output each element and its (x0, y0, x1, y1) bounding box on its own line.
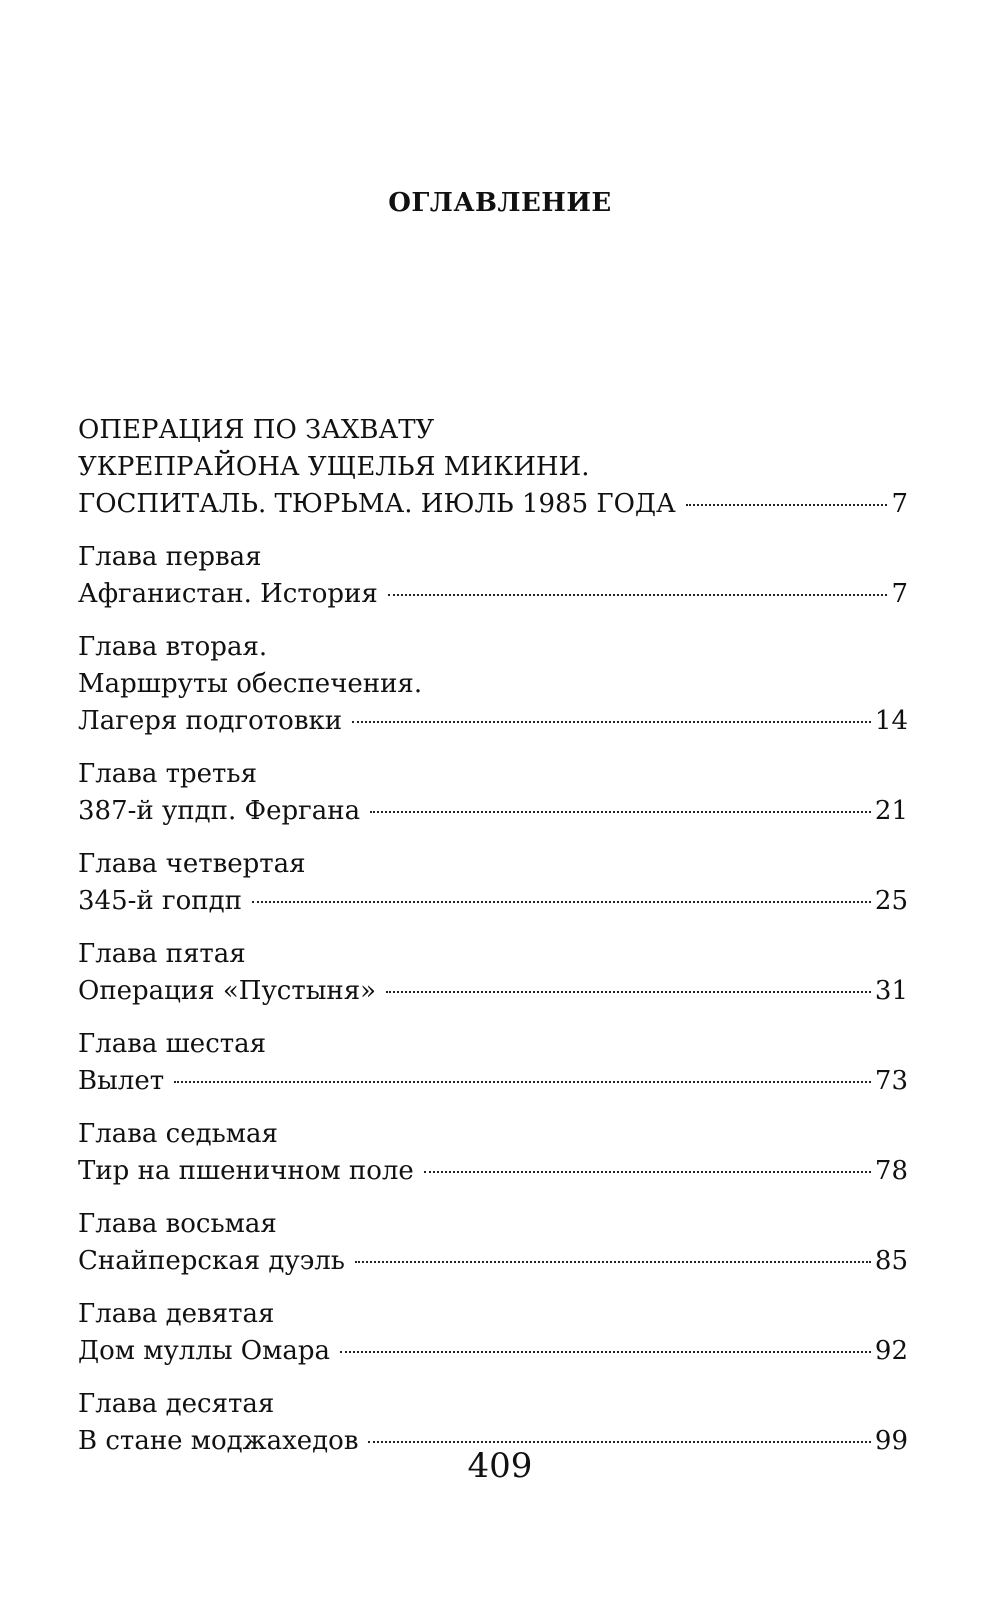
dot-leader (686, 504, 888, 506)
toc-entry-heading-line: Глава первая (78, 542, 262, 572)
toc-entry-page-number: 85 (874, 1246, 908, 1276)
toc-entry-title-row (78, 1243, 908, 1280)
toc-entry-title: Дом муллы Омара (78, 1336, 330, 1366)
toc-entry-heading-line: Глава седьмая (78, 1119, 278, 1149)
toc-entry-heading-line: Глава пятая (78, 939, 246, 969)
dot-leader (368, 1441, 870, 1443)
toc-entry-title: Афганистан. История (78, 579, 378, 609)
toc-entry-title-row (78, 883, 908, 920)
toc-entry-heading-line: Глава третья (78, 759, 257, 789)
toc-entry[interactable] (78, 412, 908, 523)
dot-leader (174, 1081, 871, 1083)
toc-entry-heading-line: Глава вторая. (78, 632, 268, 662)
toc-entry-title-row (78, 1153, 908, 1190)
table-of-contents (78, 412, 908, 1476)
toc-entry-page-number: 31 (874, 976, 908, 1006)
toc-entry-heading-line: Глава десятая (78, 1389, 275, 1419)
toc-entry-title: Операция «Пустыня» (78, 976, 377, 1006)
dot-leader (352, 721, 871, 723)
toc-entry-title-row (78, 486, 908, 523)
toc-entry[interactable] (78, 846, 908, 920)
dot-leader (424, 1171, 871, 1173)
toc-entry-title: Снайперская дуэль (78, 1246, 345, 1276)
page-title: ОГЛАВЛЕНИЕ (388, 188, 612, 218)
toc-entry-title-row (78, 1063, 908, 1100)
toc-entry-heading-line: ОПЕРАЦИЯ ПО ЗАХВАТУ (78, 415, 435, 445)
toc-entry-page-number: 73 (874, 1066, 908, 1096)
toc-entry-title: Лагеря подготовки (78, 706, 343, 736)
toc-entry-heading-line: Глава восьмая (78, 1209, 277, 1239)
toc-entry-title: Тир на пшеничном поле (78, 1156, 414, 1186)
toc-entry[interactable] (78, 539, 908, 613)
page-number: 409 (467, 1446, 533, 1486)
toc-entry-heading-line: Глава шестая (78, 1029, 267, 1059)
toc-entry-heading-line: УКРЕПРАЙОНА УЩЕЛЬЯ МИКИНИ. (78, 452, 590, 482)
toc-entry-page-number: 99 (874, 1426, 908, 1456)
toc-entry-title: В стане моджахедов (78, 1426, 359, 1456)
toc-entry-title-row (78, 973, 908, 1010)
toc-entry-page-number: 78 (874, 1156, 908, 1186)
dot-leader (340, 1351, 871, 1353)
toc-entry[interactable] (78, 1296, 908, 1370)
toc-entry-title-row (78, 703, 908, 740)
toc-entry-title-row (78, 1333, 908, 1370)
toc-entry-title: 345-й гопдп (78, 886, 242, 916)
toc-entry-page-number: 14 (874, 706, 908, 736)
toc-entry-title: ГОСПИТАЛЬ. ТЮРЬМА. ИЮЛЬ 1985 ГОДА (78, 489, 676, 519)
toc-entry-page-number: 21 (874, 796, 908, 826)
toc-entry-page-number: 92 (874, 1336, 908, 1366)
toc-entry-title-row (78, 793, 908, 830)
toc-entry[interactable] (78, 756, 908, 830)
toc-entry[interactable] (78, 936, 908, 1010)
toc-entry-heading-line: Глава четвертая (78, 849, 306, 879)
dot-leader (355, 1261, 871, 1263)
toc-entry[interactable] (78, 1206, 908, 1280)
toc-entry-heading-line: Маршруты обеспечения. (78, 669, 423, 699)
toc-entry-page-number: 25 (874, 886, 908, 916)
dot-leader (386, 991, 871, 993)
dot-leader (388, 594, 888, 596)
dot-leader (370, 811, 871, 813)
toc-entry-page-number: 7 (891, 489, 908, 519)
toc-entry[interactable] (78, 1116, 908, 1190)
toc-entry-title: 387-й упдп. Фергана (78, 796, 361, 826)
dot-leader (252, 901, 871, 903)
toc-entry[interactable] (78, 1026, 908, 1100)
toc-entry-title: Вылет (78, 1066, 165, 1096)
toc-entry[interactable] (78, 629, 908, 740)
toc-entry-page-number: 7 (891, 579, 908, 609)
toc-entry-title-row (78, 576, 908, 613)
toc-entry-heading-line: Глава девятая (78, 1299, 275, 1329)
